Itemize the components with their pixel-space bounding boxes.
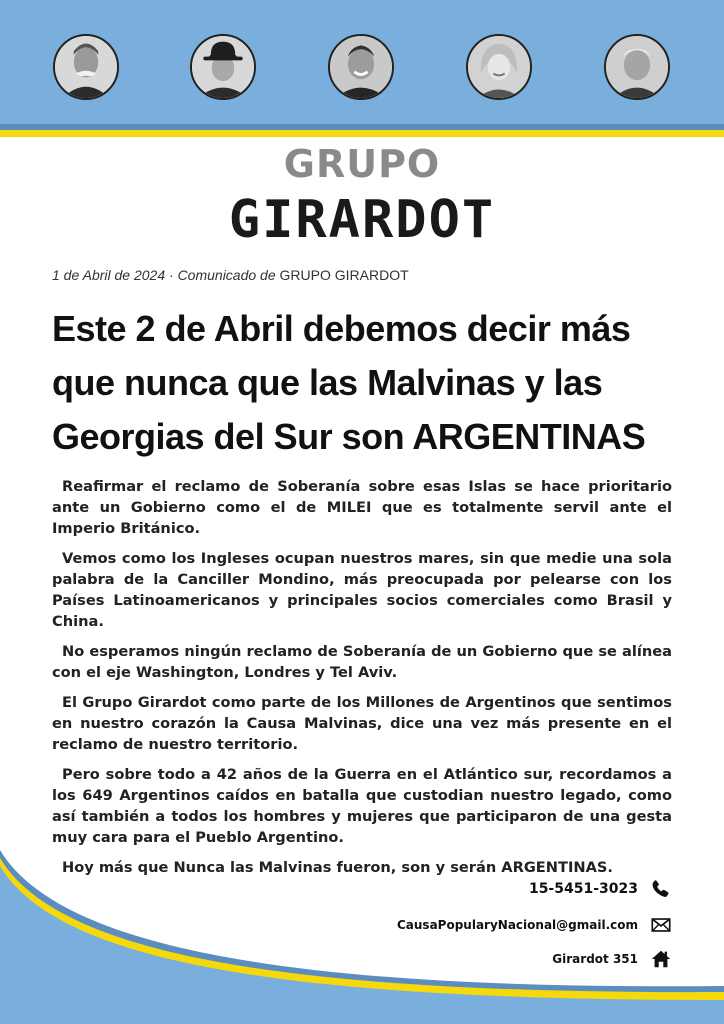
portrait-woman-icon xyxy=(466,34,532,100)
portrait-elderly-man-icon xyxy=(604,34,670,100)
headline-line: Georgias del Sur son ARGENTINAS xyxy=(52,416,646,457)
dateline-date: 1 de Abril de 2024 · Comunicado de xyxy=(52,267,276,283)
portrait-man-bowler-hat-icon xyxy=(190,34,256,100)
dateline xyxy=(52,267,409,283)
house-icon xyxy=(650,948,672,970)
phone-icon xyxy=(650,878,672,900)
headline-line: Este 2 de Abril debemos decir más xyxy=(52,308,631,349)
dateline-source: GRUPO GIRARDOT xyxy=(279,267,409,283)
body-paragraph: Reafirmar el reclamo de Soberanía sobre esas Islas se hace prioritario ante un Gobierno como el de MILEI que es totalmente servil ante el Imperio Británico. xyxy=(52,478,672,537)
portrait-man-smiling-icon xyxy=(328,34,394,100)
group-label: GRUPO xyxy=(283,142,441,186)
body-paragraph: Pero sobre todo a 42 años de la Guerra en el Atlántico sur, recordamos a los 649 Argentinos caídos en batalla que custodian nuestro legado, como así también a todos los hombres y mujeres que participaron de una gesta muy cara para el Pueblo Argentino. xyxy=(52,766,672,846)
headline-line: que nunca que las Malvinas y las xyxy=(52,362,603,403)
body-paragraph: El Grupo Girardot como parte de los Millones de Argentinos que sentimos en nuestro corazón la Causa Malvinas, dice una vez más presente en el reclamo de nuestro territorio. xyxy=(52,694,672,753)
envelope-icon xyxy=(650,914,672,936)
contact-phone[interactable] xyxy=(529,878,672,900)
contact-address xyxy=(552,948,672,970)
portrait-man-mustache-icon xyxy=(53,34,119,100)
header-banner xyxy=(0,0,724,124)
body-text xyxy=(52,476,672,887)
address-text: Girardot 351 xyxy=(552,952,638,966)
contact-email[interactable] xyxy=(397,914,672,936)
body-paragraph: No esperamos ningún reclamo de Soberanía de un Gobierno que se alínea con el eje Washington, Londres y Tel Aviv. xyxy=(52,643,672,681)
email-address: CausaPopularyNacional@gmail.com xyxy=(396,918,638,932)
header-stripe-yellow xyxy=(0,130,724,137)
group-name: GIRARDOT xyxy=(228,190,496,250)
headline xyxy=(52,302,692,464)
body-paragraph: Vemos como los Ingleses ocupan nuestros mares, sin que medie una sola palabra de la Canciller Mondino, más preocupada por pelearse con los Países Latinoamericanos y principales socios comerciales como Brasil y China. xyxy=(52,550,672,630)
phone-number: 15-5451-3023 xyxy=(528,881,638,897)
body-paragraph: Hoy más que Nunca las Malvinas fueron, son y serán ARGENTINAS. xyxy=(62,859,613,876)
